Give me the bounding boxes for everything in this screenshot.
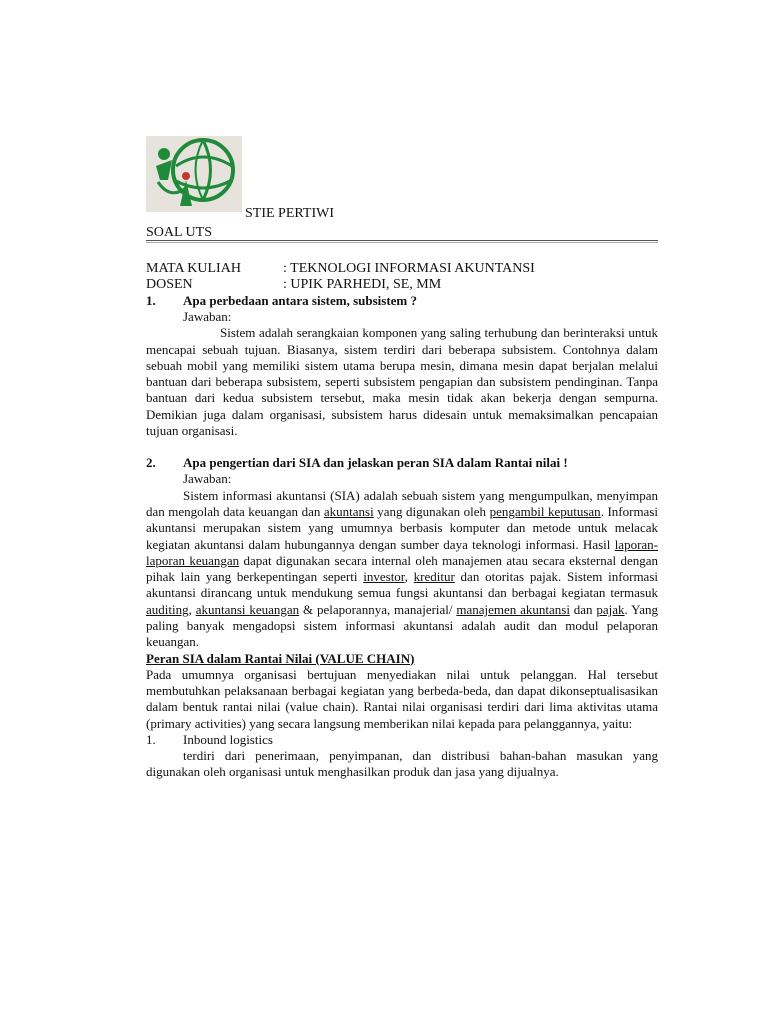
answer-1 — [146, 309, 658, 325]
lecturer-label: DOSEN — [146, 277, 193, 292]
list-item-number: 1. — [146, 731, 156, 747]
link-kreditur[interactable]: kreditur — [413, 569, 455, 585]
doc-type: SOAL UTS — [146, 225, 212, 240]
header-divider-secondary — [146, 242, 658, 243]
list-item — [146, 732, 658, 748]
list-item-title: Inbound logistics — [183, 731, 273, 747]
section-title: Peran SIA dalam Rantai Nilai (VALUE CHAIN) — [146, 650, 415, 666]
link-pajak[interactable]: pajak — [596, 601, 625, 617]
lecturer-value: : UPIK PARHEDI, SE, MM — [283, 277, 442, 292]
link-akuntansi[interactable]: akuntansi — [323, 503, 374, 519]
answer-1-body — [146, 325, 658, 439]
list-item-body-wrap — [146, 748, 658, 781]
institution-logo — [146, 136, 242, 212]
answer-1-text: Sistem adalah serangkaian komponen yang saling terhubung dan berinteraksi untuk mencapai sebuah tujuan. Biasanya, sistem terdiri dari beberapa subsistem. Contohnya dalam sebuah mobil yang memiliki sistem utama berupa mesin, dimana mesin dapat berjalan melalui bantuan dari beberapa subsistem, seperti subsistem pengapian dan subsistem pendinginan. Tanpa bantuan dari kedua subsistem tersebut, maka mesin tidak akan bekerja dengan sempurna. Demikian juga dalam organisasi, subsistem harus didesain untuk memaksimalkan pencapaian tujuan organisasi. — [146, 325, 658, 439]
link-laporan-keuangan[interactable]: laporan-laporan keuangan — [146, 536, 658, 568]
answer-2-text: Sistem informasi akuntansi (SIA) adalah sebuah sistem yang mengumpulkan, menyimpan dan mengolah data keuangan dan akuntansi yang digunakan oleh pengambil keputusan. Informasi akuntansi merupakan sistem yang umumnya berbasis komputer dan metode untuk melacak kegiatan akuntansi dalam hubungannya dengan sumber daya teknologi informasi. Hasil laporan-laporan keuangan dapat digunakan secara internal oleh manajemen atau secara eksternal dengan pihak lain yang berkepentingan seperti investor, kreditur dan otoritas pajak. Sistem informasi akuntansi dirancang untuk mendukung semua fungsi akuntansi dan berbagai kegiatan termasuk auditing, akuntansi keuangan & pelaporannya, manajerial/ manajemen akuntansi dan pajak. Yang paling banyak mengadopsi sistem informasi akuntansi adalah audit dan modul pelaporan keuangan. — [146, 487, 658, 650]
answer-1-label: Jawaban: — [183, 309, 232, 324]
answer-2-body — [146, 488, 658, 651]
link-investor[interactable]: investor — [363, 569, 405, 585]
institution-name: STIE PERTIWI — [245, 206, 334, 221]
question-1 — [146, 293, 658, 309]
link-manajemen-akuntansi[interactable]: manajemen akuntansi — [456, 601, 570, 617]
question-2-text: Apa pengertian dari SIA dan jelaskan peran SIA dalam Rantai nilai ! — [183, 455, 568, 471]
link-akuntansi-keuangan[interactable]: akuntansi keuangan — [195, 601, 300, 617]
answer-2-label: Jawaban: — [183, 471, 232, 487]
question-2-number: 2. — [146, 455, 156, 471]
list-item-body: terdiri dari penerimaan, penyimpanan, dan distribusi bahan-bahan masukan yang digunakan oleh organisasi untuk menghasilkan produk dan jasa yang dijualnya. — [146, 747, 658, 780]
course-label: MATA KULIAH — [146, 261, 241, 276]
question-1-text: Apa perbedaan antara sistem, subsistem ? — [183, 293, 418, 308]
answer-2-label-wrap — [146, 471, 658, 487]
section-body: Pada umumnya organisasi bertujuan menyediakan nilai untuk pelanggan. Hal tersebut membutuhkan pelaksanaan berbagai kegiatan yang berbeda-beda, dan dapat dikonseptualisasikan dalam bentuk rantai nilai (value chain). Rantai nilai organisasi terdiri dari lima aktivitas utama (primary activities) yang secara langsung memberikan nilai kepada para pelanggannya, yaitu: — [146, 666, 658, 731]
link-pengambil-keputusan[interactable]: pengambil keputusan — [489, 503, 601, 519]
question-1-number: 1. — [146, 293, 156, 308]
course-meta — [146, 261, 658, 293]
header-divider — [146, 240, 658, 241]
section-body-wrap — [146, 667, 658, 732]
document-page — [146, 136, 658, 780]
question-2 — [146, 455, 658, 471]
course-value: : TEKNOLOGI INFORMASI AKUNTANSI — [283, 261, 535, 276]
link-auditing[interactable]: auditing — [146, 601, 189, 617]
